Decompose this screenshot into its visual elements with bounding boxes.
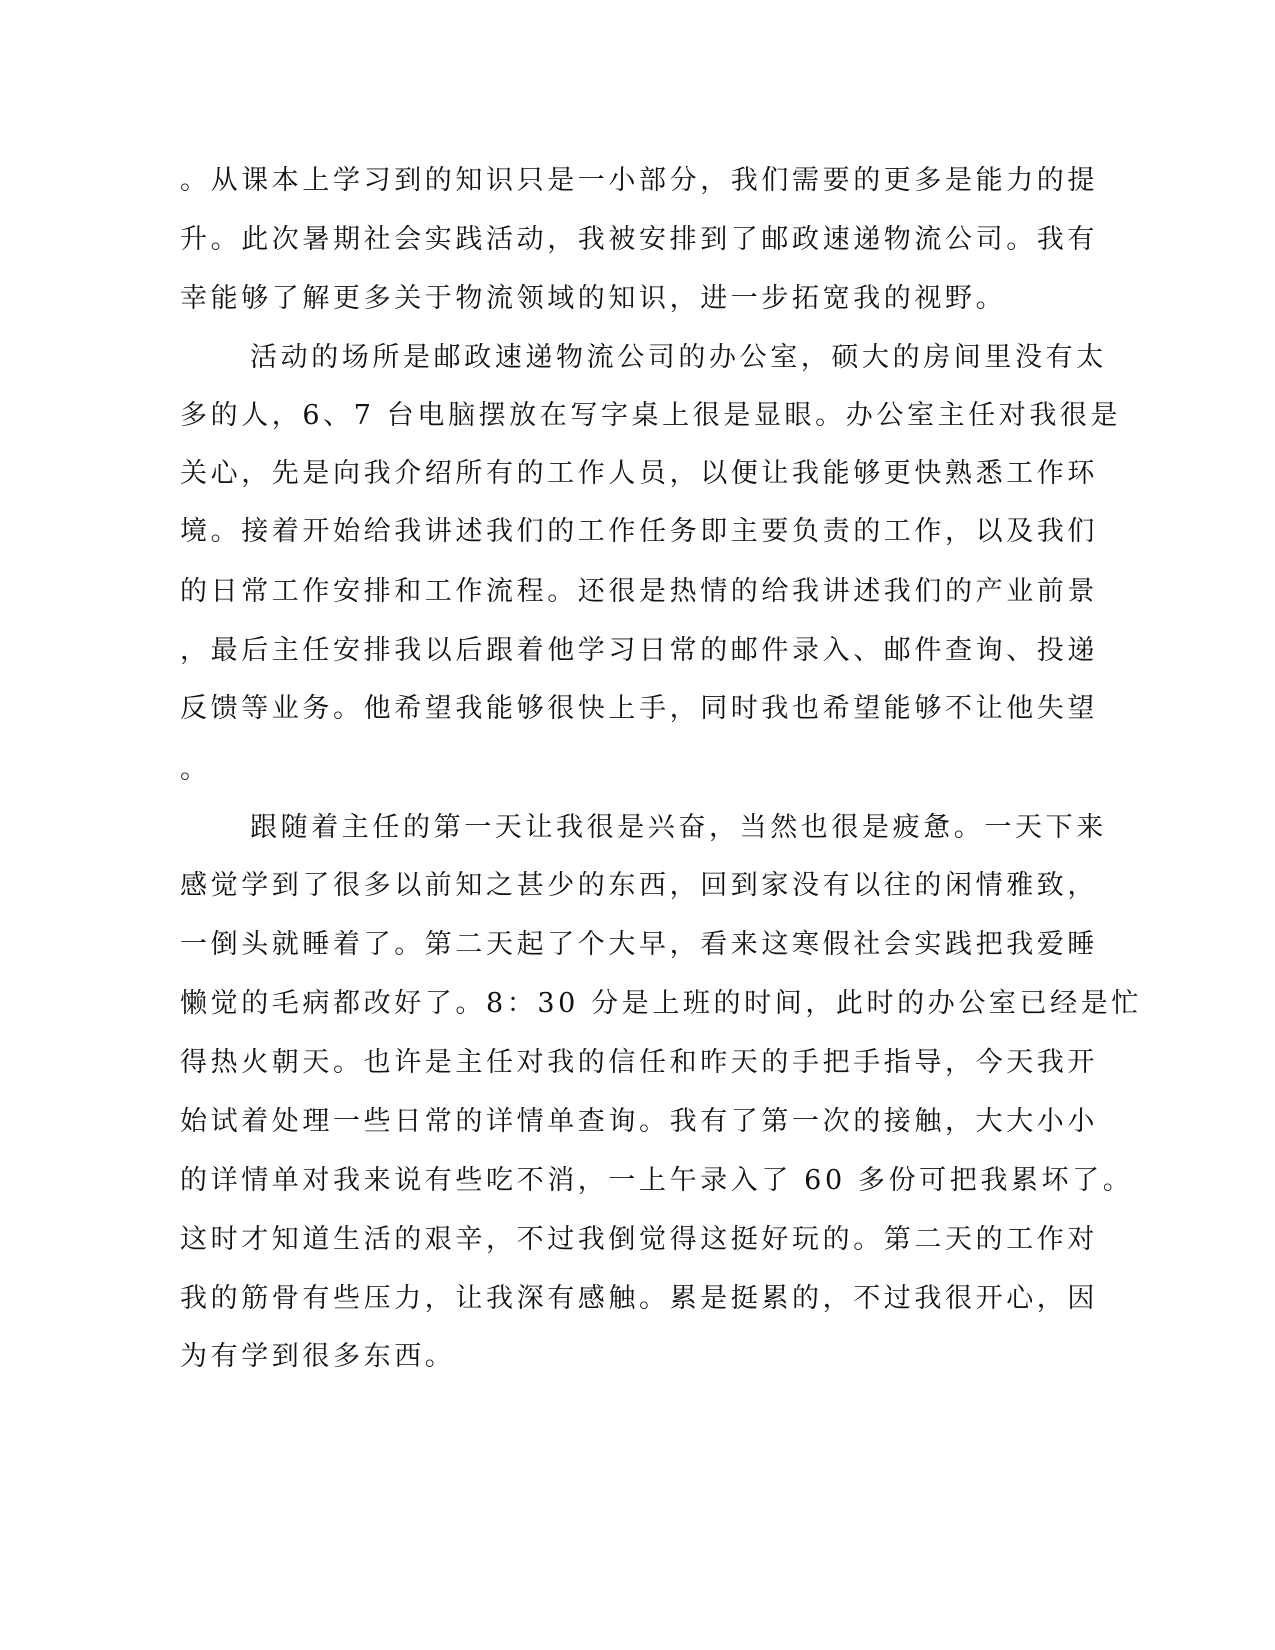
paragraph-3-line-2: 感觉学到了很多以前知之甚少的东西，回到家没有以往的闲情雅致， [180,870,1098,901]
paragraph-2-line-2: 多的人，6、7 台电脑摆放在写字桌上很是显眼。办公室主任对我很是 [180,400,1122,431]
paragraph-3-line-6: 始试着处理一些日常的详情单查询。我有了第一次的接触，大大小小 [180,1106,1098,1137]
paragraph-1-line-3: 幸能够了解更多关于物流领域的知识，进一步拓宽我的视野。 [180,283,1007,314]
paragraph-3-line-9: 我的筋骨有些压力，让我深有感触。累是挺累的，不过我很开心，因 [180,1283,1098,1314]
paragraph-3-line-7: 的详情单对我来说有些吃不消，一上午录入了 60 多份可把我累坏了。 [180,1165,1134,1196]
paragraph-2-line-3: 关心，先是向我介绍所有的工作人员，以便让我能够更快熟悉工作环 [180,458,1098,489]
paragraph-2-line-6: ，最后主任安排我以后跟着他学习日常的邮件录入、邮件查询、投递 [180,635,1098,666]
paragraph-2-line-4: 境。接着开始给我讲述我们的工作任务即主要负责的工作，以及我们 [180,516,1098,547]
paragraph-1-line-1: 。从课本上学习到的知识只是一小部分，我们需要的更多是能力的提 [180,165,1098,196]
paragraph-3-line-5: 得热火朝天。也许是主任对我的信任和昨天的手把手指导，今天我开 [180,1047,1098,1078]
paragraph-1-line-2: 升。此次暑期社会实践活动，我被安排到了邮政速递物流公司。我有 [180,224,1098,255]
paragraph-2-line-7: 反馈等业务。他希望我能够很快上手，同时我也希望能够不让他失望 [180,693,1098,724]
paragraph-3-line-1: 跟随着主任的第一天让我很是兴奋，当然也很是疲惫。一天下来 [250,812,1107,843]
paragraph-3-line-8: 这时才知道生活的艰辛，不过我倒觉得这挺好玩的。第二天的工作对 [180,1224,1098,1255]
paragraph-3-line-4: 懒觉的毛病都改好了。8：30 分是上班的时间，此时的办公室已经是忙 [180,988,1142,1019]
paragraph-2-line-8: 。 [180,754,211,785]
paragraph-2-line-5: 的日常工作安排和工作流程。还很是热情的给我讲述我们的产业前景 [180,576,1098,607]
paragraph-2-line-1: 活动的场所是邮政速递物流公司的办公室，硕大的房间里没有太 [250,342,1107,373]
paragraph-3-line-10: 为有学到很多东西。 [180,1341,456,1372]
paragraph-3-line-3: 一倒头就睡着了。第二天起了个大早，看来这寒假社会实践把我爱睡 [180,929,1098,960]
